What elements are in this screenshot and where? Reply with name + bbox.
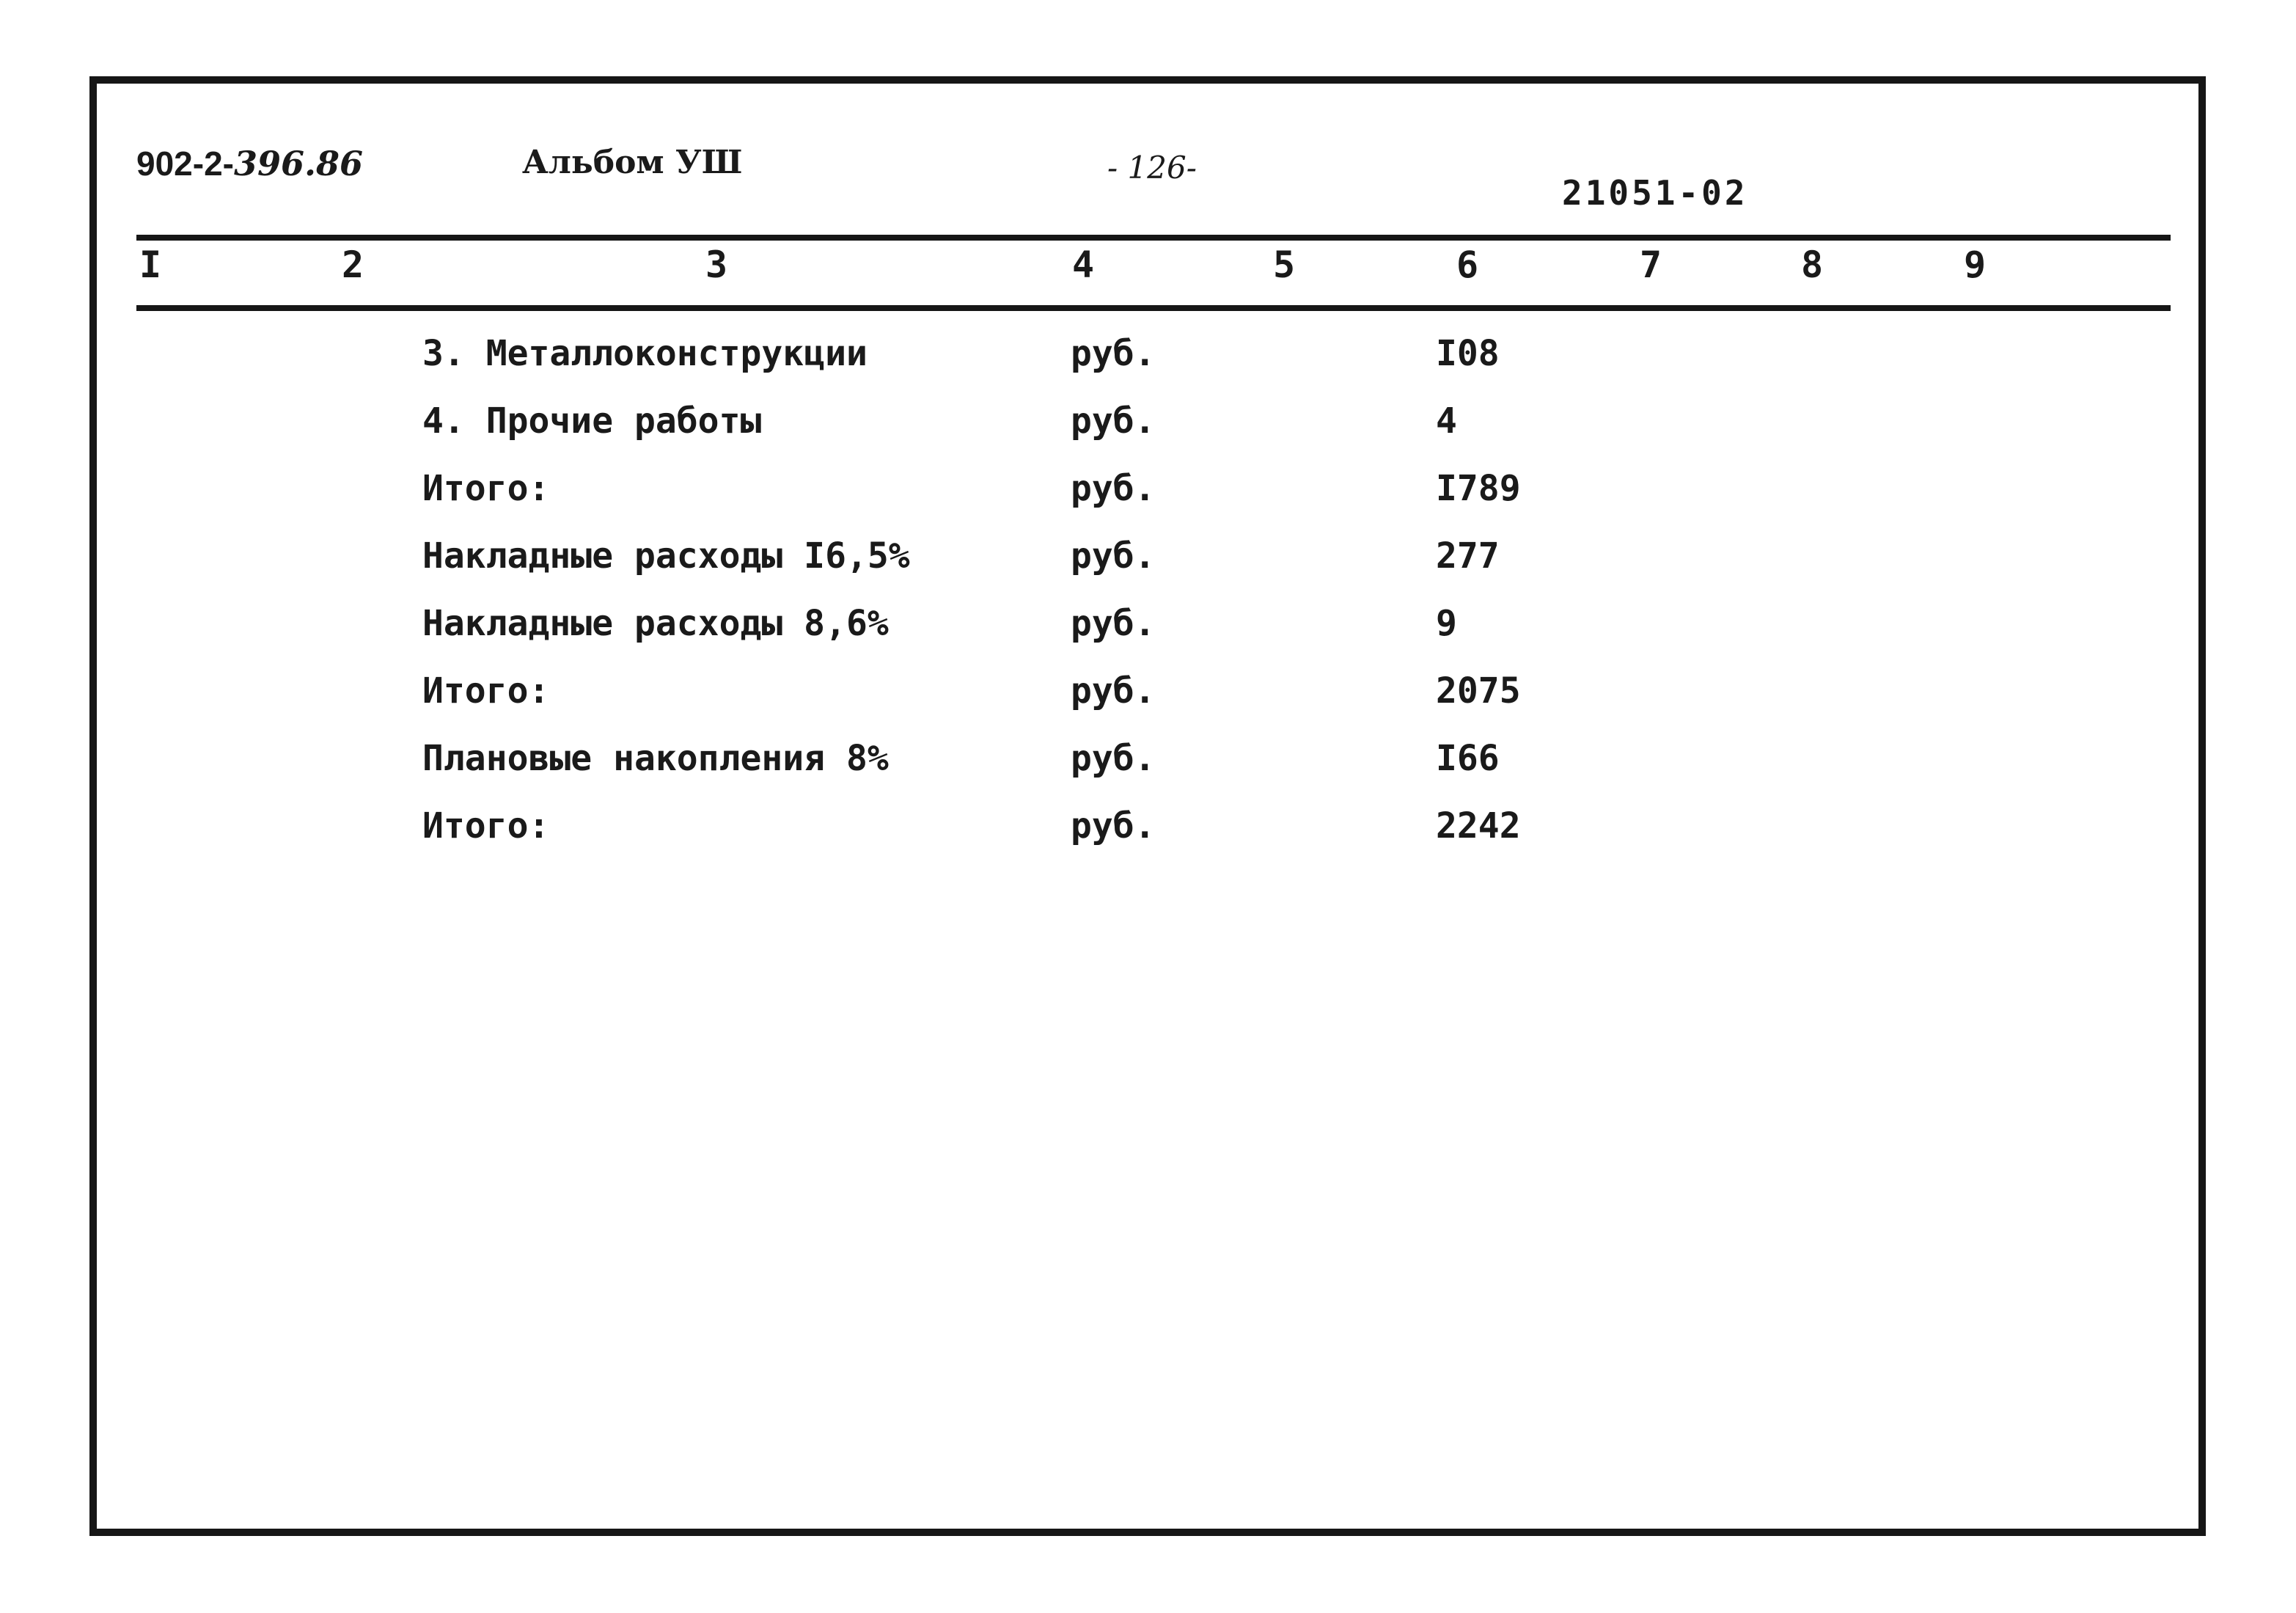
album-label: Альбом УШ	[522, 144, 743, 181]
row-value: I66	[1436, 738, 1500, 779]
row-unit: руб.	[1071, 738, 1156, 779]
row-value: 2242	[1436, 805, 1521, 846]
row-item-name: 4. Прочие работы	[422, 400, 762, 442]
row-unit: руб.	[1071, 468, 1156, 509]
row-unit: руб.	[1071, 603, 1156, 644]
row-unit: руб.	[1071, 670, 1156, 712]
row-item-name: Накладные расходы I6,5%	[422, 535, 910, 577]
row-item-name: Плановые накопления 8%	[422, 738, 889, 779]
row-value: I789	[1436, 468, 1521, 509]
column-number-1: I	[139, 244, 162, 286]
column-number-4: 4	[1072, 244, 1095, 286]
column-number-6: 6	[1456, 244, 1479, 286]
row-item-name: Итого:	[422, 805, 550, 846]
column-number-2: 2	[342, 244, 364, 286]
column-number-9: 9	[1964, 244, 1987, 286]
row-value: 2075	[1436, 670, 1521, 712]
table-top-rule	[136, 235, 2171, 241]
row-item-name: Итого:	[422, 468, 550, 509]
row-value: 4	[1436, 400, 1457, 442]
document-code-handwritten: 396.86	[233, 144, 364, 183]
inventory-stamp: 21051-02	[1562, 173, 1748, 213]
row-unit: руб.	[1071, 805, 1156, 846]
document-code-prefix: 902-2-	[136, 145, 234, 183]
table-header-rule	[136, 305, 2171, 311]
column-number-7: 7	[1640, 244, 1662, 286]
row-item-name: Накладные расходы 8,6%	[422, 603, 889, 644]
row-unit: руб.	[1071, 535, 1156, 577]
column-number-3: 3	[705, 244, 728, 286]
row-value: I08	[1436, 333, 1500, 374]
row-value: 277	[1436, 535, 1500, 577]
column-number-8: 8	[1801, 244, 1824, 286]
document-code	[136, 144, 364, 183]
column-number-5: 5	[1273, 244, 1296, 286]
row-value: 9	[1436, 603, 1457, 644]
row-item-name: 3. Металлоконструкции	[422, 333, 868, 374]
row-item-name: Итого:	[422, 670, 550, 712]
page-number: - 126-	[1107, 150, 1197, 186]
row-unit: руб.	[1071, 400, 1156, 442]
row-unit: руб.	[1071, 333, 1156, 374]
